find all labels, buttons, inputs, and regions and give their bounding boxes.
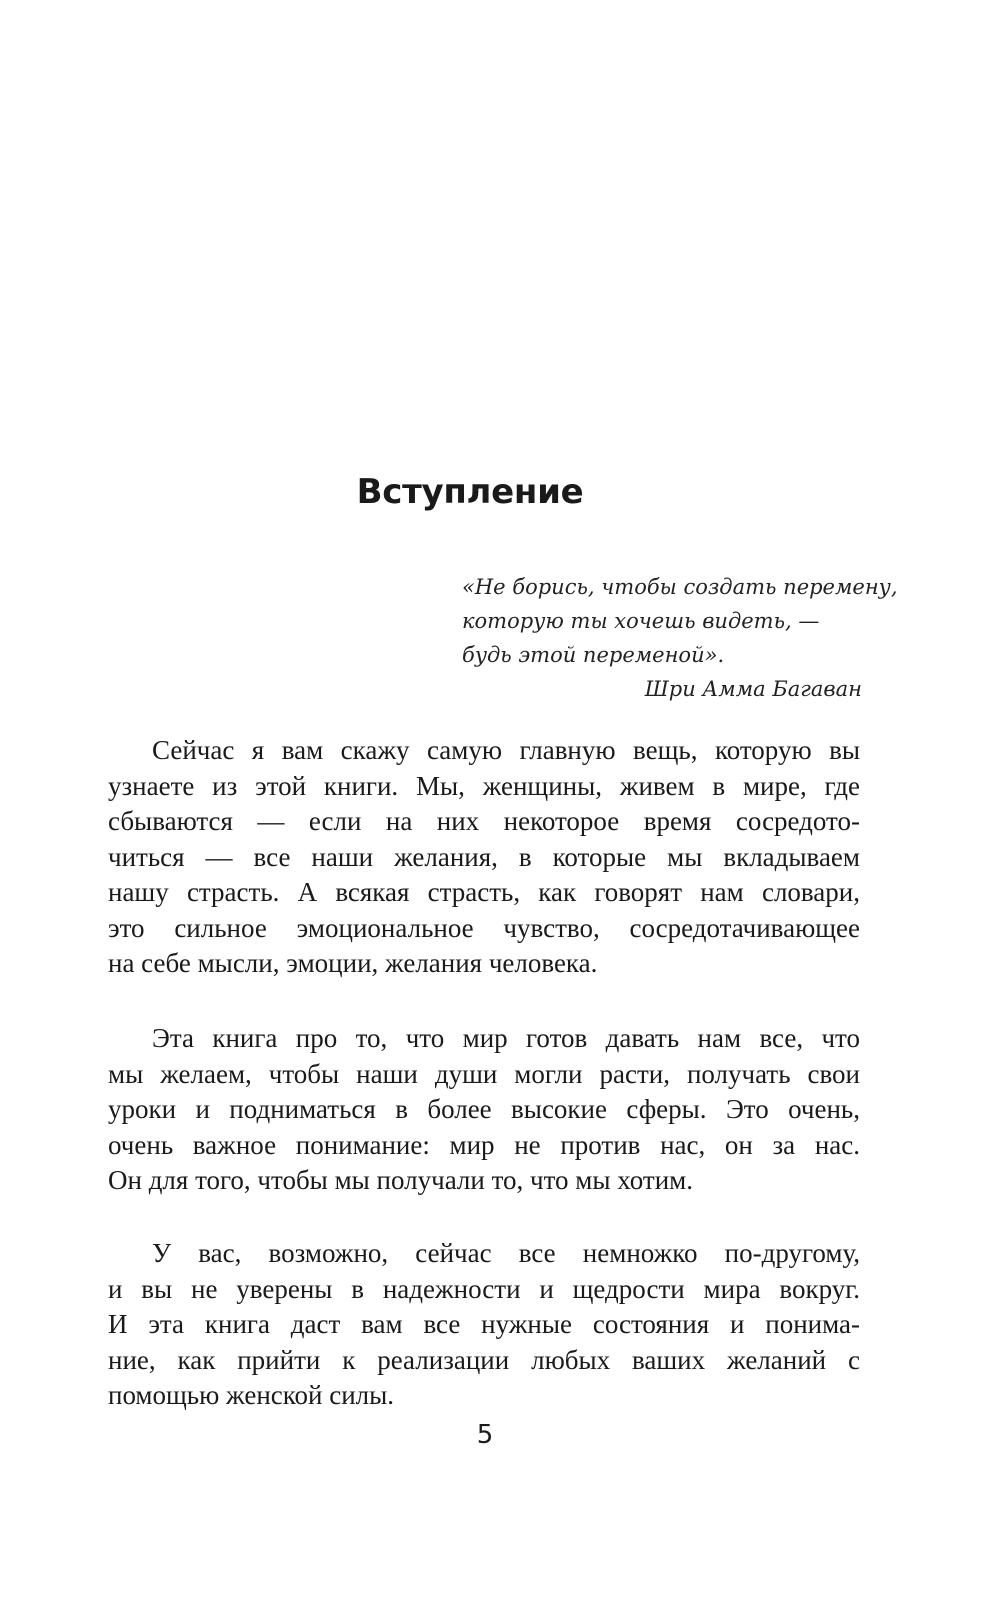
paragraph-line: Он для того, чтобы мы получали то, что мы хотим. bbox=[108, 1165, 693, 1195]
paragraph-line: Эта книга про то, что мир готов давать нам все, что bbox=[152, 1023, 860, 1053]
epigraph-line: «Не борись, чтобы создать перемену, bbox=[462, 575, 898, 599]
paragraph-line: читься — все наши желания, в которые мы вкладываем bbox=[108, 841, 860, 872]
epigraph bbox=[462, 570, 898, 706]
paragraph-line: на себе мысли, эмоции, желания человека. bbox=[108, 948, 598, 978]
paragraph-line: У вас, возможно, сейчас все немножко по-другому, bbox=[152, 1238, 860, 1268]
paragraph-line: помощью женской силы. bbox=[108, 1380, 395, 1410]
page-number: 5 bbox=[476, 1420, 494, 1450]
chapter-heading: Вступление bbox=[356, 472, 584, 512]
epigraph-author: Шри Амма Багаван bbox=[644, 677, 862, 701]
paragraph-line: мы желаем, чтобы наши души могли расти, получать свои bbox=[108, 1058, 860, 1089]
epigraph-line: которую ты хочешь видеть, — bbox=[462, 609, 820, 633]
paragraph-line: Сейчас я вам скажу самую главную вещь, которую вы bbox=[152, 735, 860, 765]
paragraph bbox=[108, 733, 860, 982]
paragraph-line: ние, как прийти к реализации любых ваших желаний с bbox=[108, 1344, 860, 1375]
epigraph-line: будь этой переменой». bbox=[462, 643, 725, 667]
paragraph-line: И эта книга даст вам все нужные состояния и понима- bbox=[108, 1309, 860, 1339]
paragraph bbox=[108, 1021, 860, 1199]
paragraph-line: и вы не уверены в надежности и щедрости мира вокруг. bbox=[108, 1273, 860, 1304]
paragraph-line: уроки и подниматься в более высокие сферы. Это очень, bbox=[108, 1094, 860, 1124]
paragraph-line: это сильное эмоциональное чувство, сосредотачивающее bbox=[108, 912, 860, 943]
paragraph-line: узнаете из этой книги. Мы, женщины, живем в мире, где bbox=[108, 770, 860, 801]
paragraph bbox=[108, 1236, 860, 1414]
paragraph-line: очень важное понимание: мир не против нас, он за нас. bbox=[108, 1129, 860, 1160]
paragraph-line: сбываются — если на них некоторое время сосредото- bbox=[108, 806, 860, 836]
paragraph-line: нашу страсть. А всякая страсть, как говорят нам словари, bbox=[108, 877, 860, 907]
